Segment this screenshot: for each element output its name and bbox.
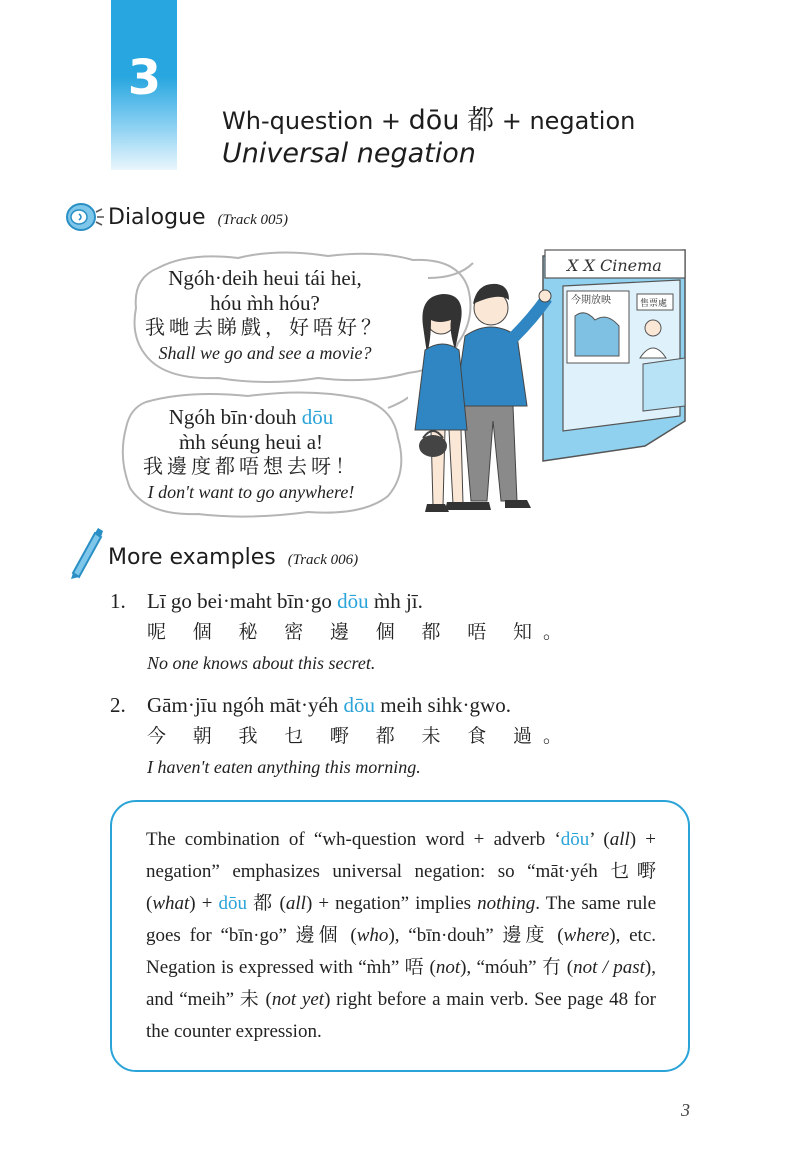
example-jyutping-pre: Gām·jīu ngóh māt·yéh [147, 693, 344, 717]
chapter-tab [111, 0, 177, 170]
bubble-2-jyutping-2: m̀h séung heui a! [178, 430, 324, 454]
bubble-1-chinese: 我哋去睇戲，好唔好？ [145, 317, 385, 339]
title-han: 都 [467, 105, 495, 136]
bubble-1-english: Shall we go and see a movie? [158, 343, 372, 363]
ticket-label: 售票處 [640, 298, 668, 308]
bubble-1-jyutping-1: Ngóh·deih heui tái hei, [168, 266, 362, 290]
examples-track: (Track 006) [287, 552, 359, 568]
pencil-icon [65, 527, 103, 579]
example-highlight: dōu [343, 693, 376, 717]
bubble-2-highlight: dōu [301, 405, 334, 429]
bubble-2-jyutping-1 [118, 405, 384, 430]
speech-icon [65, 200, 105, 234]
example-number: 2. [110, 693, 126, 717]
poster-label: 今期放映 [571, 295, 611, 306]
bubble-2-jyutping-1-pre: Ngóh bīn·douh [168, 405, 302, 429]
title-prefix: Wh-question + [222, 107, 409, 135]
note-highlight: dōu [218, 893, 248, 914]
cinema-illustration [395, 246, 690, 526]
example-item-2 [110, 690, 573, 783]
note-highlight: dōu [560, 829, 590, 850]
title-suffix: + negation [501, 107, 636, 135]
example-item-1 [110, 586, 573, 679]
example-chinese: 今 朝 我 乜 嘢 都 未 食 過。 [147, 726, 574, 747]
example-jyutping [147, 690, 573, 721]
dialogue-heading [108, 205, 288, 230]
page-title [222, 98, 635, 137]
dialogue-heading-label: Dialogue [108, 205, 206, 230]
example-number: 1. [110, 589, 126, 613]
dialogue-track: (Track 005) [217, 212, 288, 228]
page-subtitle: Universal negation [222, 138, 476, 169]
bubble-1-jyutping-2: hóu m̀h hóu? [210, 291, 320, 315]
example-jyutping-pre: Lī go bei·maht bīn·go [147, 589, 338, 613]
example-jyutping-post: meih sihk·gwo. [375, 693, 511, 717]
bubble-2-chinese: 我邊度都唔想去呀！ [143, 456, 359, 478]
cinema-sign: X X Cinema [567, 256, 662, 275]
example-chinese: 呢 個 秘 密 邊 個 都 唔 知。 [147, 622, 574, 643]
grammar-note-text: The combination of “wh-question word + adverb ‘dōu’ (all) + negation” emphasizes universal negation: so “māt·yéh 乜嘢 (what) + dōu 都 (all) + negation” implies nothing. The same rule goes for “bīn·go” 邊個 (who), “bīn·douh” 邊度 (where), etc. Negation is expressed with “m̀h” 唔 (not), “móuh” 冇 (not / past), and “meih” 未 (not yet) right before a main verb. See page 48 for the counter expression. [146, 829, 657, 1042]
example-jyutping [147, 586, 573, 617]
example-highlight: dōu [337, 589, 369, 613]
example-english: No one knows about this secret. [147, 653, 376, 673]
title-tone-word: dōu [408, 105, 460, 136]
bubble-2-english: I don't want to go anywhere! [147, 482, 355, 502]
examples-heading [108, 545, 358, 570]
example-english: I haven't eaten anything this morning. [147, 757, 421, 777]
examples-heading-label: More examples [108, 545, 276, 570]
bubble-1-text [120, 266, 410, 366]
example-jyutping-post: m̀h jī. [368, 589, 423, 613]
page-number: 3 [681, 1100, 690, 1120]
chapter-number: 3 [127, 50, 161, 106]
grammar-note-box [110, 800, 690, 1072]
bubble-2-text [118, 405, 384, 505]
